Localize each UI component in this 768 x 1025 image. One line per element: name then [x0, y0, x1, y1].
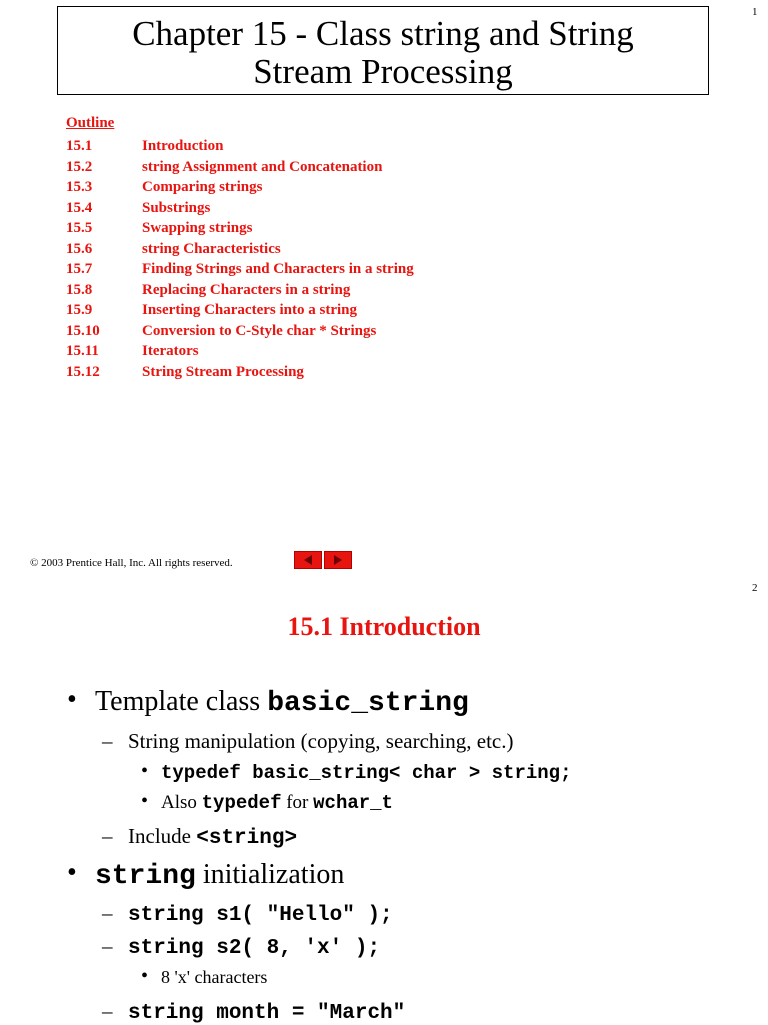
outline-item[interactable] [66, 362, 666, 383]
code-text: string s2( 8, 'x' ); [128, 937, 381, 960]
outline-number: 15.5 [66, 220, 93, 236]
sub-bullet-item [102, 729, 514, 754]
outline-text: Iterators [142, 343, 199, 359]
outline-heading[interactable]: Outline [66, 115, 115, 131]
outline-item[interactable] [66, 157, 666, 178]
bullet-icon: • [67, 857, 77, 888]
outline-item[interactable] [66, 259, 666, 280]
outline-number: 15.6 [66, 240, 93, 257]
outline-item[interactable] [66, 280, 666, 301]
outline-number: 15.10 [66, 322, 100, 339]
code-text: string [95, 861, 196, 892]
sub-sub-bullet-item [141, 965, 268, 988]
code-text: typedef basic_string< char > string; [161, 762, 572, 784]
outline-list [66, 136, 666, 382]
sub-sub-bullet-item [141, 790, 393, 814]
code-text: wchar_t [313, 792, 393, 814]
outline-item[interactable] [66, 341, 666, 362]
dash-icon: – [102, 999, 113, 1023]
copyright-notice: © 2003 Prentice Hall, Inc. All rights reserved. [30, 557, 233, 569]
sub-bullet-item [102, 999, 406, 1025]
outline-number: 15.12 [66, 363, 100, 380]
slide-title: 15.1 Introduction [287, 612, 481, 641]
slide-title-line2: Stream Processing [253, 52, 513, 91]
outline-text: Comparing strings [142, 179, 263, 195]
outline-item[interactable] [66, 321, 666, 342]
outline-number: 15.7 [66, 261, 93, 277]
outline-number: 15.2 [66, 158, 93, 175]
dash-icon: – [102, 934, 113, 958]
outline-item[interactable] [66, 177, 666, 198]
sub-bullet-item [102, 824, 298, 850]
bullet-icon: • [67, 684, 77, 715]
previous-slide-button[interactable] [294, 551, 322, 569]
bullet-text: Template class [95, 686, 268, 717]
outline-text: String Stream Processing [142, 363, 304, 380]
code-text: string month = "March" [128, 1002, 406, 1025]
outline-item[interactable] [66, 300, 666, 321]
dash-icon: – [102, 729, 113, 753]
outline-number: 15.3 [66, 179, 93, 195]
bullet-icon: • [141, 790, 149, 812]
outline-text: Introduction [142, 138, 224, 154]
outline-text: Substrings [142, 199, 211, 216]
bullet-icon: • [141, 965, 149, 987]
slide-title-line1: Chapter 15 - Class string and String [132, 14, 634, 53]
bullet-icon: • [141, 760, 149, 782]
outline-text: Conversion to C-Style char * Strings [142, 322, 377, 339]
outline-item[interactable] [66, 136, 666, 157]
sub-bullet-item [102, 901, 393, 927]
page-number: 1 [752, 6, 758, 18]
left-arrow-icon [304, 555, 312, 565]
sub-sub-bullet-text: for [281, 792, 314, 813]
outline-text: string Assignment and Concatenation [142, 158, 383, 175]
outline-text: Swapping strings [142, 220, 253, 236]
sub-bullet-text: String manipulation (copying, searching, etc.) [128, 729, 514, 753]
code-text: <string> [196, 827, 298, 850]
outline-number: 15.1 [66, 138, 93, 154]
outline-item[interactable] [66, 239, 666, 260]
bullet-item [67, 857, 345, 892]
outline-number: 15.9 [66, 302, 93, 318]
next-slide-button[interactable] [324, 551, 352, 569]
sub-sub-bullet-text: Also [161, 792, 202, 813]
sub-sub-bullet-item [141, 760, 572, 784]
code-text: basic_string [267, 688, 469, 719]
bullet-text: initialization [195, 859, 345, 890]
sub-sub-bullet-text: 8 'x' characters [161, 967, 268, 987]
code-text: typedef [201, 792, 282, 814]
sub-bullet-text: Include [128, 824, 197, 848]
outline-number: 15.4 [66, 199, 93, 216]
outline-text: Inserting Characters into a string [142, 302, 357, 318]
right-arrow-icon [334, 555, 342, 565]
dash-icon: – [102, 824, 113, 848]
outline-item[interactable] [66, 218, 666, 239]
outline-number: 15.11 [66, 343, 99, 359]
outline-text: Replacing Characters in a string [142, 281, 351, 298]
slide-title-box [57, 6, 709, 95]
outline-number: 15.8 [66, 281, 93, 298]
sub-bullet-item [102, 934, 381, 960]
outline-text: string Characteristics [142, 240, 281, 257]
bullet-item [67, 684, 469, 719]
page-number: 2 [752, 582, 758, 594]
dash-icon: – [102, 901, 113, 925]
outline-text: Finding Strings and Characters in a string [142, 261, 414, 277]
outline-item[interactable] [66, 198, 666, 219]
code-text: string s1( "Hello" ); [128, 904, 393, 927]
